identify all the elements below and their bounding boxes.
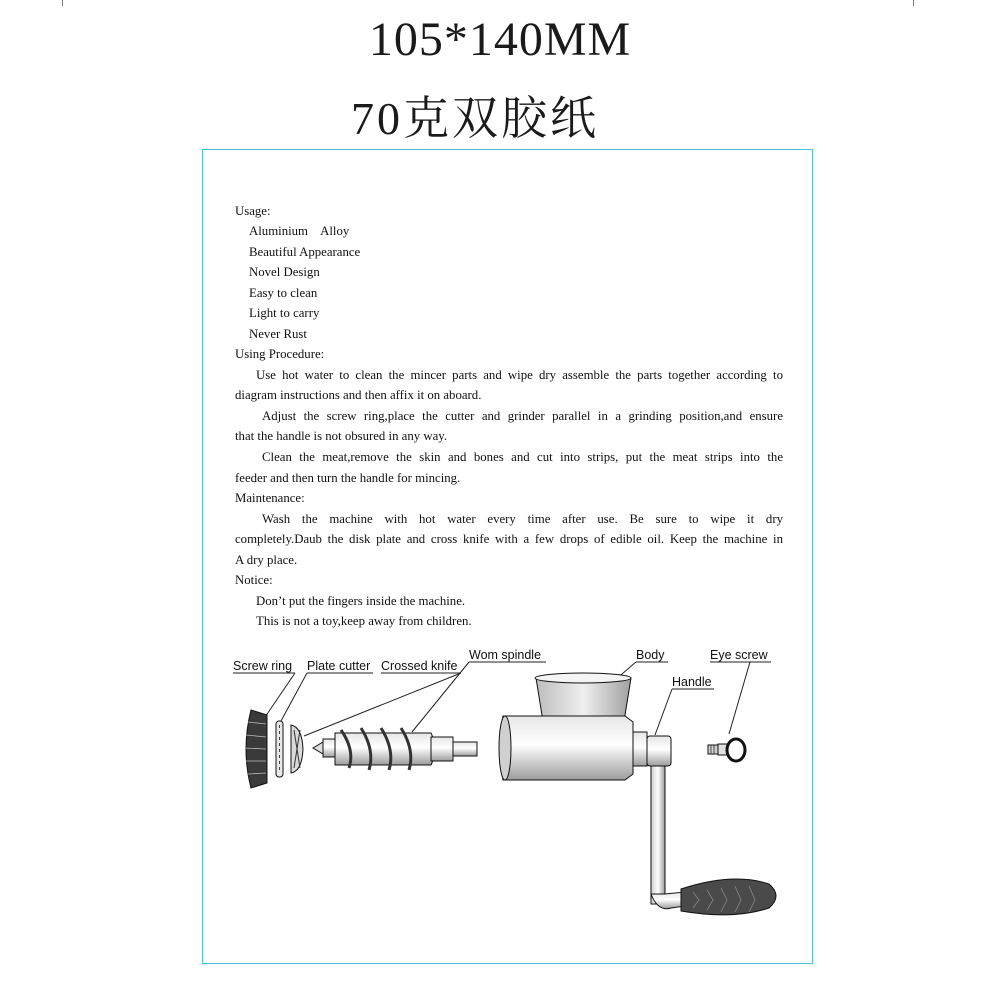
label-eye-screw: Eye screw <box>710 648 768 662</box>
crop-mark-left <box>62 0 63 6</box>
crop-mark-right <box>913 0 914 6</box>
procedure-line: diagram instructions and then affix it on aboard. <box>235 388 482 402</box>
handle-part <box>647 736 776 915</box>
procedure-line: feeder and then turn the handle for mincing. <box>235 471 461 485</box>
procedure-line: Adjust the screw ring,place the cutter and grinder parallel in a grinding position,and ensure <box>262 409 783 423</box>
notice-heading: Notice: <box>235 573 273 587</box>
usage-item: Easy to clean <box>249 286 318 300</box>
maintenance-heading: Maintenance: <box>235 491 305 505</box>
usage-heading: Usage: <box>235 204 271 218</box>
maintenance-line: A dry place. <box>235 553 298 567</box>
crossed-knife-part <box>291 725 303 773</box>
maintenance-line: Wash the machine with hot water every time after use. Be sure to wipe it dry <box>262 512 783 526</box>
label-body: Body <box>636 648 665 662</box>
usage-item: Light to carry <box>249 306 320 320</box>
usage-item: Aluminium Alloy <box>249 224 350 238</box>
size-heading: 105*140MM <box>368 13 632 66</box>
manual-sheet <box>202 149 813 964</box>
usage-item: Novel Design <box>249 265 320 279</box>
mincer-body-part <box>499 673 647 780</box>
notice-line: Don’t put the fingers inside the machine. <box>256 594 466 608</box>
procedure-line: that the handle is not obsured in any way. <box>235 429 448 443</box>
paper-heading: 70克双胶纸 <box>351 93 599 144</box>
procedure-line: Use hot water to clean the mincer parts and wipe dry assemble the parts together according to <box>256 368 783 382</box>
usage-item: Never Rust <box>249 327 307 341</box>
eye-screw-part <box>708 739 745 761</box>
label-worm-spindle: Wom spindle <box>469 648 542 662</box>
worm-spindle-part <box>313 728 477 770</box>
plate-cutter-part <box>276 721 283 777</box>
label-plate-cutter: Plate cutter <box>307 659 371 673</box>
label-handle: Handle <box>672 675 712 689</box>
usage-item: Beautiful Appearance <box>249 245 361 259</box>
procedure-line: Clean the meat,remove the skin and bones and cut into strips, put the meat strips into the <box>262 450 783 464</box>
maintenance-line: completely.Daub the disk plate and cross knife with a few drops of edible oil. Keep the machine in <box>235 532 783 546</box>
label-crossed-knife: Crossed knife <box>381 659 458 673</box>
label-screw-ring: Screw ring <box>233 659 293 673</box>
screw-ring-part <box>245 710 267 788</box>
notice-line: This is not a toy,keep away from children. <box>256 614 472 628</box>
procedure-heading: Using Procedure: <box>235 347 325 361</box>
mincer-exploded-diagram <box>203 150 811 962</box>
